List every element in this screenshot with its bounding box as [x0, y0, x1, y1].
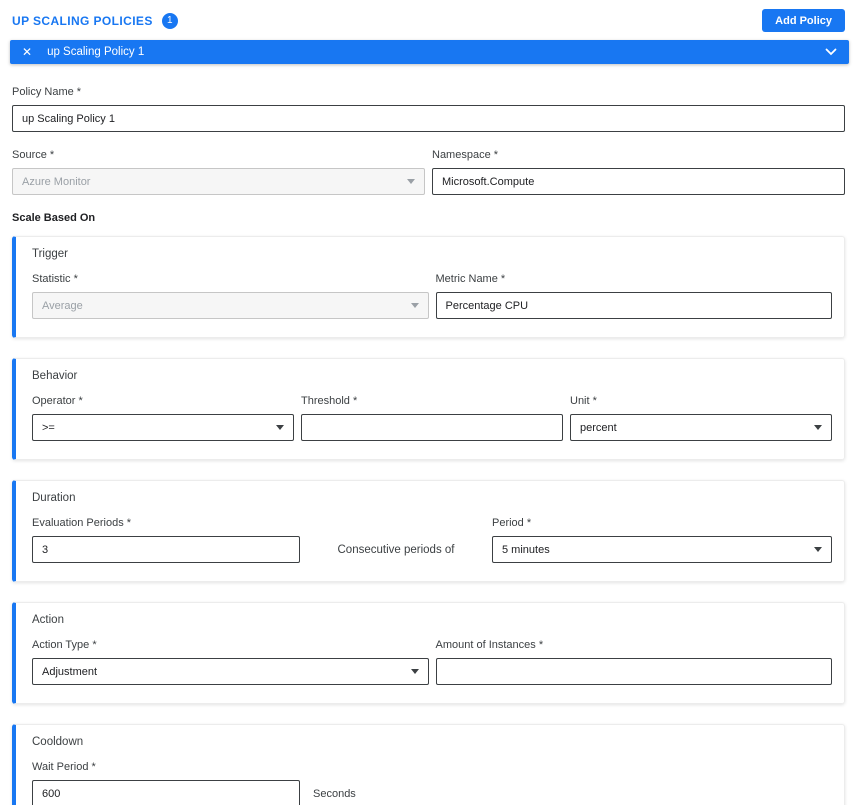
policy-name-group — [12, 86, 845, 132]
dropdown-caret-icon — [814, 547, 822, 552]
wait-period-input[interactable] — [32, 780, 300, 805]
policy-count-badge: 1 — [162, 13, 178, 29]
top-header — [0, 0, 863, 32]
metric-name-label: Metric Name * — [435, 273, 506, 285]
namespace-group — [432, 149, 845, 195]
dropdown-caret-icon — [407, 179, 415, 184]
dropdown-caret-icon — [814, 425, 822, 430]
action-heading: Action — [32, 614, 64, 626]
statistic-group — [32, 273, 429, 319]
policy-bar-title: up Scaling Policy 1 — [47, 46, 145, 58]
action-type-select[interactable] — [32, 658, 429, 685]
trigger-row — [32, 273, 832, 319]
period-label: Period * — [492, 517, 532, 529]
namespace-label: Namespace * — [432, 149, 499, 161]
metric-name-group — [436, 273, 833, 319]
operator-group — [32, 395, 294, 441]
dropdown-caret-icon — [276, 425, 284, 430]
duration-heading: Duration — [32, 492, 76, 504]
close-icon[interactable]: ✕ — [22, 45, 33, 59]
threshold-input[interactable] — [301, 414, 563, 441]
statistic-value: Average — [42, 299, 83, 312]
trigger-card — [12, 236, 845, 338]
policy-collapse-bar[interactable] — [10, 40, 849, 64]
chevron-down-icon[interactable] — [825, 48, 837, 56]
period-select[interactable] — [492, 536, 832, 563]
period-value: 5 minutes — [502, 543, 550, 556]
operator-value: >= — [42, 421, 55, 434]
cooldown-card — [12, 724, 845, 805]
wait-period-group — [32, 761, 300, 805]
operator-select[interactable] — [32, 414, 294, 441]
dropdown-caret-icon — [411, 669, 419, 674]
scale-based-on-label: Scale Based On — [12, 212, 96, 224]
duration-card — [12, 480, 845, 582]
source-namespace-row — [12, 149, 845, 195]
action-type-group — [32, 639, 429, 685]
amount-of-instances-group — [436, 639, 833, 685]
unit-group — [570, 395, 832, 441]
policy-name-label: Policy Name * — [12, 86, 82, 98]
source-label: Source * — [12, 149, 55, 161]
wait-period-label: Wait Period * — [32, 761, 96, 773]
action-card — [12, 602, 845, 704]
duration-row — [32, 517, 832, 563]
evaluation-periods-input[interactable] — [32, 536, 300, 563]
namespace-input[interactable] — [432, 168, 845, 195]
unit-label: Unit * — [570, 395, 597, 407]
page-title: UP SCALING POLICIES — [12, 13, 153, 28]
seconds-suffix-text: Seconds — [313, 787, 356, 800]
behavior-heading: Behavior — [32, 370, 78, 382]
add-policy-button[interactable]: Add Policy — [762, 9, 845, 32]
policy-form — [0, 64, 863, 805]
source-select — [12, 168, 425, 195]
source-value: Azure Monitor — [22, 175, 91, 188]
unit-value: percent — [580, 421, 617, 434]
evaluation-periods-label: Evaluation Periods * — [32, 517, 132, 529]
action-type-value: Adjustment — [42, 665, 98, 678]
action-row — [32, 639, 832, 685]
operator-label: Operator * — [32, 395, 83, 407]
amount-of-instances-input[interactable] — [436, 658, 833, 685]
threshold-label: Threshold * — [301, 395, 358, 407]
behavior-card — [12, 358, 845, 460]
dropdown-caret-icon — [411, 303, 419, 308]
source-group — [12, 149, 425, 195]
policy-name-input[interactable] — [12, 105, 845, 132]
metric-name-input[interactable] — [436, 292, 833, 319]
consecutive-periods-text: Consecutive periods of — [337, 543, 455, 556]
evaluation-periods-group — [32, 517, 300, 563]
page-title-wrap — [12, 13, 178, 29]
statistic-select — [32, 292, 429, 319]
trigger-heading: Trigger — [32, 248, 68, 260]
behavior-row — [32, 395, 832, 441]
unit-select[interactable] — [570, 414, 832, 441]
period-group — [492, 517, 832, 563]
cooldown-heading: Cooldown — [32, 736, 84, 748]
threshold-group — [301, 395, 563, 441]
amount-of-instances-label: Amount of Instances * — [435, 639, 544, 651]
action-type-label: Action Type * — [32, 639, 97, 651]
cooldown-row — [32, 761, 832, 805]
statistic-label: Statistic * — [32, 273, 78, 285]
